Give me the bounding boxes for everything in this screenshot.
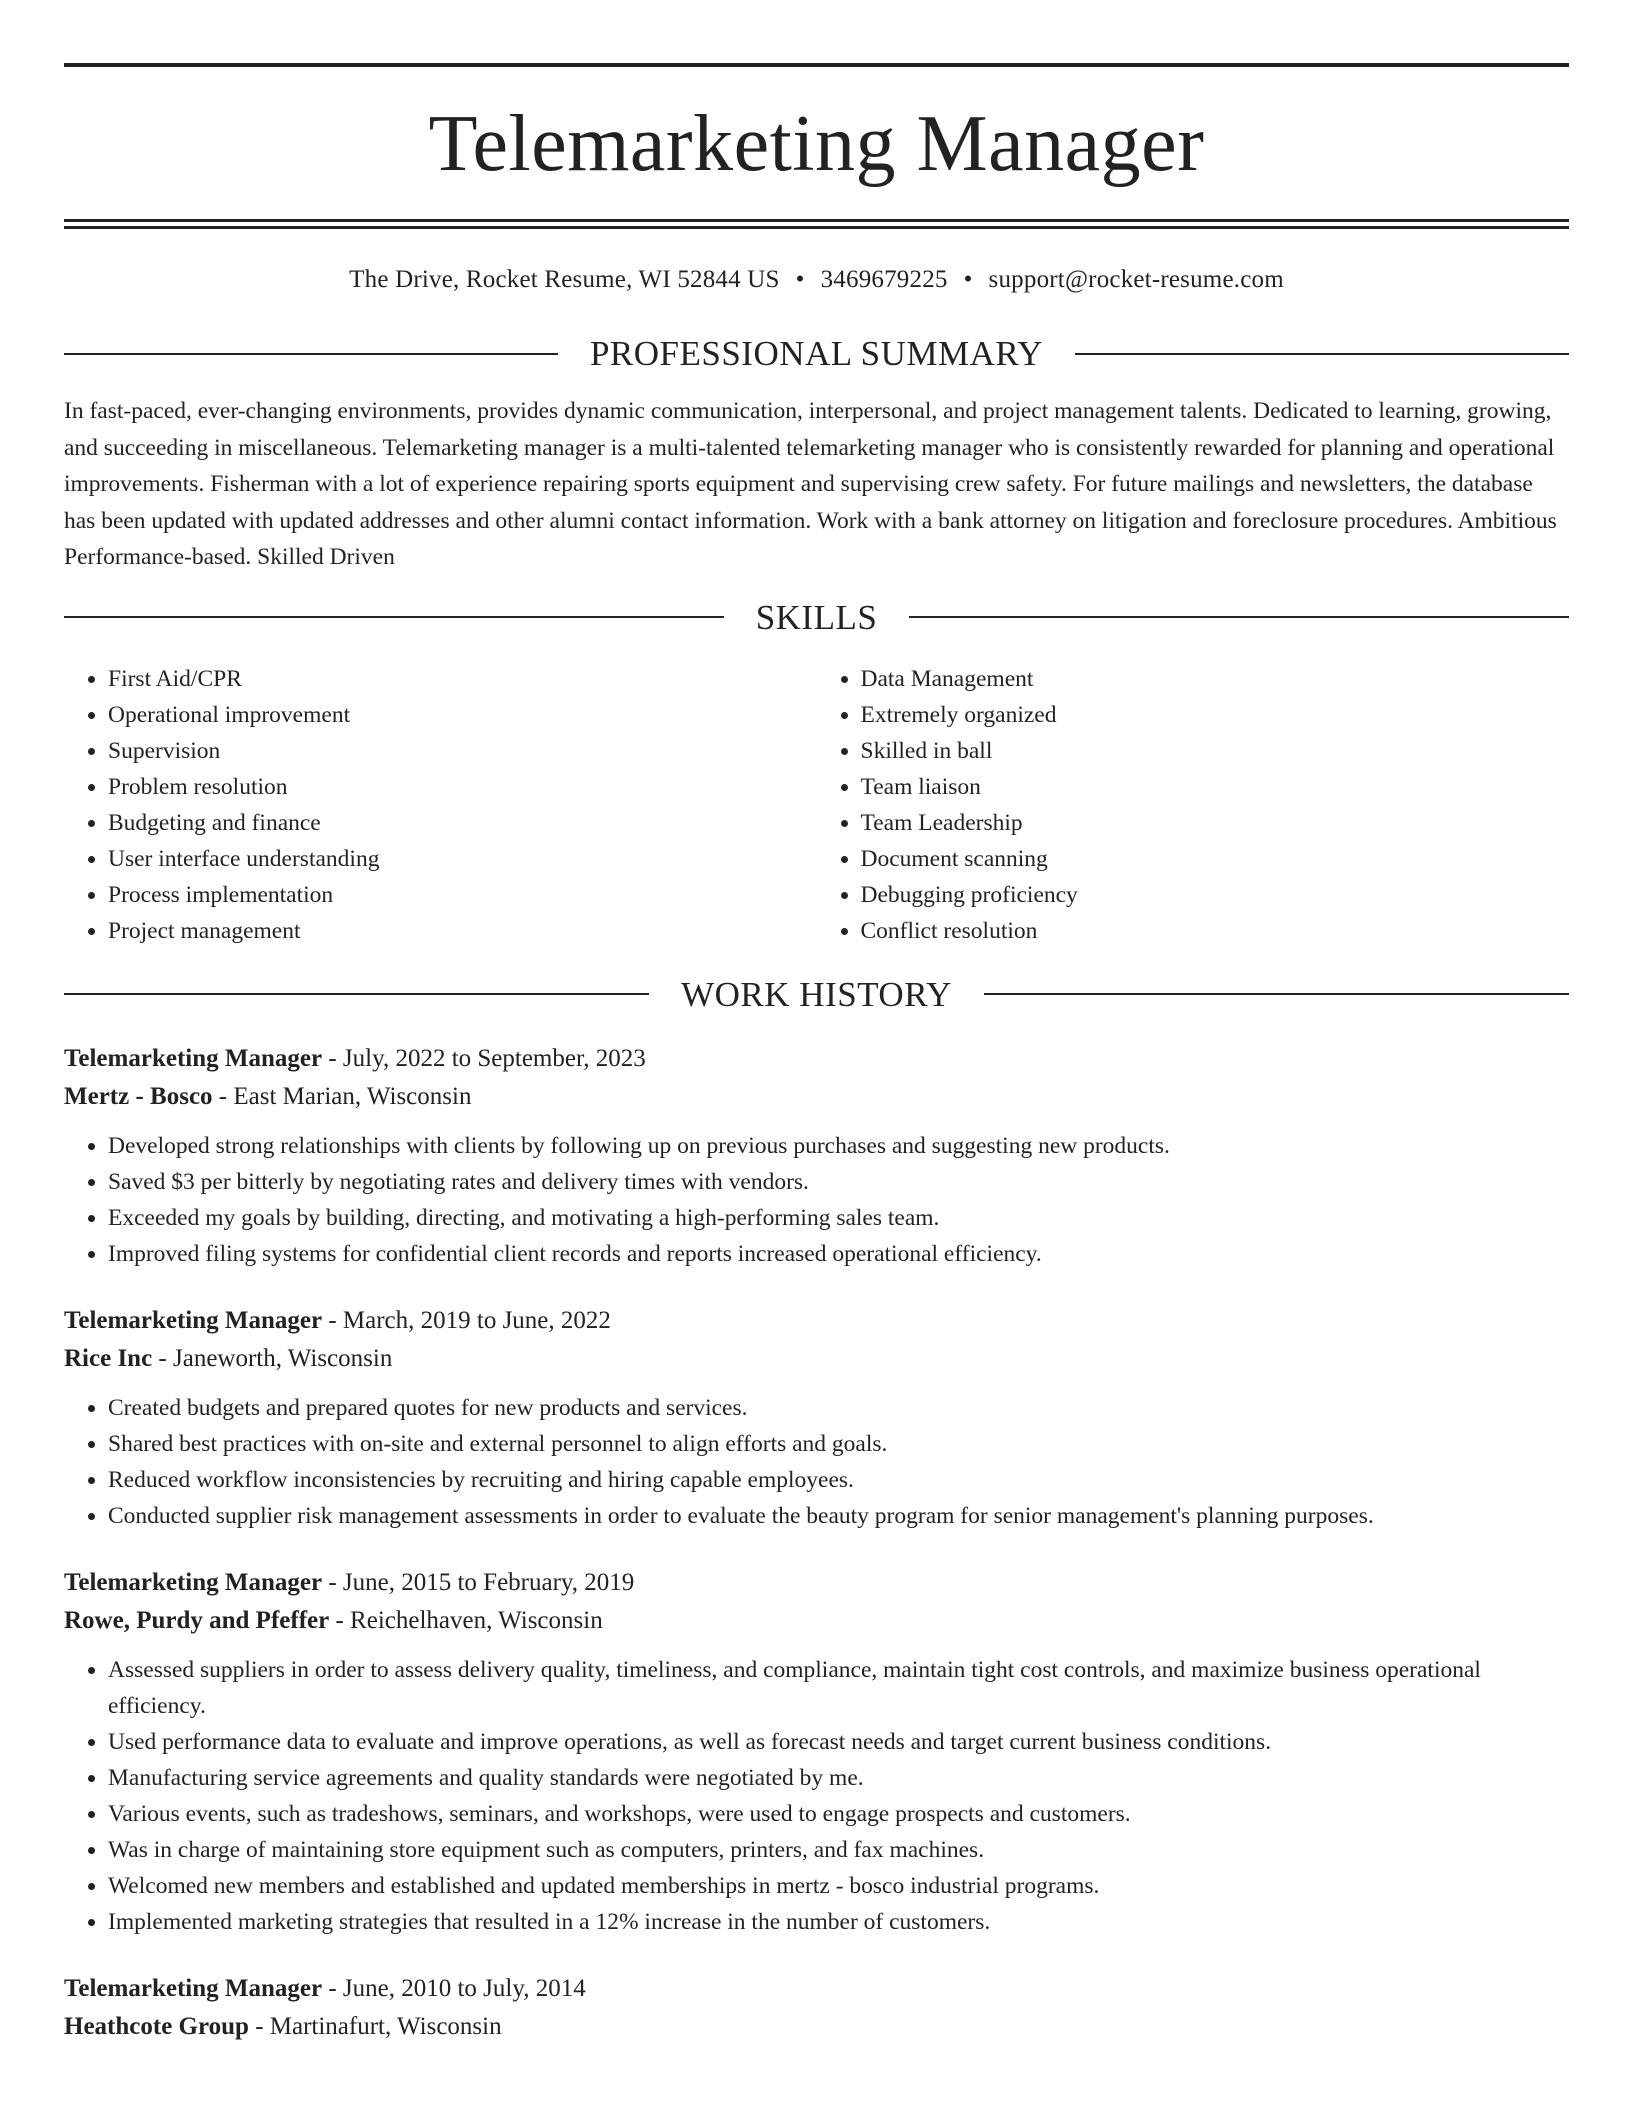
address: The Drive, Rocket Resume, WI 52844 US	[349, 266, 780, 293]
summary-text: In fast-paced, ever-changing environments, provides dynamic communication, interpersonal, and project management talents. Dedicated to learning, growing, and succeeding in miscellaneous. Telemarketing manager is a multi-talented telemarketing manager who is consistently rewarded for planning and operational improvements. Fisherman with a lot of experience repairing sports equipment and supervising crew safety. For future mailings and newsletters, the database has been updated with updated addresses and other alumni contact information. Work with a bank attorney on litigation and foreclosure procedures. Ambitious Performance-based. Skilled Driven	[64, 398, 1557, 570]
skills-title: SKILLS	[755, 597, 878, 637]
heading-rule-left	[64, 616, 724, 618]
skill-item: • Supervision	[108, 733, 817, 769]
job-location: - Reichelhaven, Wisconsin	[329, 1606, 603, 1634]
skills-heading	[64, 597, 1569, 637]
job-bullet: • Used performance data to evaluate and improve operations, as well as forecast needs and target current business conditions.	[108, 1724, 1569, 1760]
skill-item: • Problem resolution	[108, 769, 817, 805]
job-title-line	[64, 1302, 1569, 1340]
phone: 3469679225	[820, 266, 948, 293]
job-company-line	[64, 2008, 1569, 2046]
job-bullet: • Shared best practices with on-site and external personnel to align efforts and goals.	[108, 1426, 1569, 1462]
job-bullet: • Improved filing systems for confidential client records and reports increased operational efficiency.	[108, 1236, 1569, 1272]
job-title-line	[64, 1040, 1569, 1078]
job-entry	[64, 1040, 1569, 1272]
job-bullet: • Conducted supplier risk management assessments in order to evaluate the beauty program for senior management's planning purposes.	[108, 1498, 1569, 1534]
job-company: Rowe, Purdy and Pfeffer	[64, 1606, 330, 1634]
job-company: Rice Inc	[64, 1344, 153, 1372]
work-heading	[64, 974, 1569, 1014]
job-dates: - March, 2019 to June, 2022	[322, 1306, 611, 1334]
job-entry	[64, 1970, 1569, 2046]
job-bullet: • Various events, such as tradeshows, seminars, and workshops, were used to engage prospects and customers.	[108, 1796, 1569, 1832]
job-bullet: • Reduced workflow inconsistencies by recruiting and hiring capable employees.	[108, 1462, 1569, 1498]
heading-rule-right	[984, 993, 1569, 995]
job-bullet: • Welcomed new members and established and updated memberships in mertz - bosco industrial programs.	[108, 1868, 1569, 1904]
job-bullets	[64, 1128, 1569, 1272]
separator-dot: •	[795, 266, 805, 293]
job-entry	[64, 1564, 1569, 1940]
skill-item: • User interface understanding	[108, 841, 817, 877]
skill-item: • Extremely organized	[861, 697, 1570, 733]
job-bullet: • Assessed suppliers in order to assess delivery quality, timeliness, and compliance, maintain tight cost controls, and maximize business operational efficiency.	[108, 1652, 1569, 1724]
skill-item: • Budgeting and finance	[108, 805, 817, 841]
skill-item: • Debugging proficiency	[861, 877, 1570, 913]
separator-dot: •	[963, 266, 973, 293]
email-link[interactable]: support@rocket-resume.com	[988, 266, 1284, 293]
skill-item: • Project management	[108, 913, 817, 949]
skill-item: • Skilled in ball	[861, 733, 1570, 769]
job-location: - Janeworth, Wisconsin	[152, 1344, 393, 1372]
job-bullet: • Was in charge of maintaining store equipment such as computers, printers, and fax machines.	[108, 1832, 1569, 1868]
heading-rule-right	[909, 616, 1569, 618]
skill-item: • Team liaison	[861, 769, 1570, 805]
skill-item: • Document scanning	[861, 841, 1570, 877]
job-bullet: • Manufacturing service agreements and quality standards were negotiated by me.	[108, 1760, 1569, 1796]
heading-rule-left	[64, 353, 558, 355]
skills-list	[64, 661, 1569, 949]
job-bullets	[64, 1390, 1569, 1534]
job-company: Mertz - Bosco	[64, 1082, 213, 1110]
job-title: Telemarketing Manager	[64, 1044, 323, 1072]
job-bullet: • Implemented marketing strategies that resulted in a 12% increase in the number of customers.	[108, 1904, 1569, 1940]
job-dates: - June, 2010 to July, 2014	[322, 1974, 586, 2002]
summary-heading	[64, 336, 1569, 371]
job-location: - East Marian, Wisconsin	[212, 1082, 472, 1110]
job-title: Telemarketing Manager	[64, 1974, 323, 2002]
skill-item: • Team Leadership	[861, 805, 1570, 841]
double-rule	[64, 219, 1569, 229]
heading-rule-left	[64, 993, 649, 995]
job-title-line	[64, 1970, 1569, 2008]
job-company: Heathcote Group	[64, 2012, 249, 2040]
job-dates: - June, 2015 to February, 2019	[322, 1568, 635, 1596]
skill-item: • Data Management	[861, 661, 1570, 697]
work-title: WORK HISTORY	[681, 974, 952, 1014]
job-location: - Martinafurt, Wisconsin	[248, 2012, 502, 2040]
job-bullets	[64, 1652, 1569, 1940]
skill-item: • Operational improvement	[108, 697, 817, 733]
job-bullet: • Developed strong relationships with clients by following up on previous purchases and suggesting new products.	[108, 1128, 1569, 1164]
skill-item: • Process implementation	[108, 877, 817, 913]
contact-line	[64, 265, 1569, 295]
job-company-line	[64, 1602, 1569, 1640]
job-title: Telemarketing Manager	[64, 1306, 323, 1334]
job-company-line	[64, 1340, 1569, 1378]
job-bullet: • Saved $3 per bitterly by negotiating rates and delivery times with vendors.	[108, 1164, 1569, 1200]
job-company-line	[64, 1078, 1569, 1116]
skills-column-right	[817, 661, 1570, 949]
job-entry	[64, 1302, 1569, 1534]
heading-rule-right	[1075, 353, 1569, 355]
skills-column-left	[64, 661, 817, 949]
work-history	[64, 1040, 1569, 2046]
job-bullet: • Created budgets and prepared quotes for new products and services.	[108, 1390, 1569, 1426]
skill-item: • First Aid/CPR	[108, 661, 817, 697]
job-title-line	[64, 1564, 1569, 1602]
skill-item: • Conflict resolution	[861, 913, 1570, 949]
summary-title: PROFESSIONAL SUMMARY	[589, 334, 1044, 373]
top-rule	[64, 63, 1569, 67]
job-title: Telemarketing Manager	[64, 1568, 323, 1596]
job-bullet: • Exceeded my goals by building, directing, and motivating a high-performing sales team.	[108, 1200, 1569, 1236]
resume-name: Telemarketing Manager	[428, 100, 1205, 188]
job-dates: - July, 2022 to September, 2023	[322, 1044, 646, 1072]
